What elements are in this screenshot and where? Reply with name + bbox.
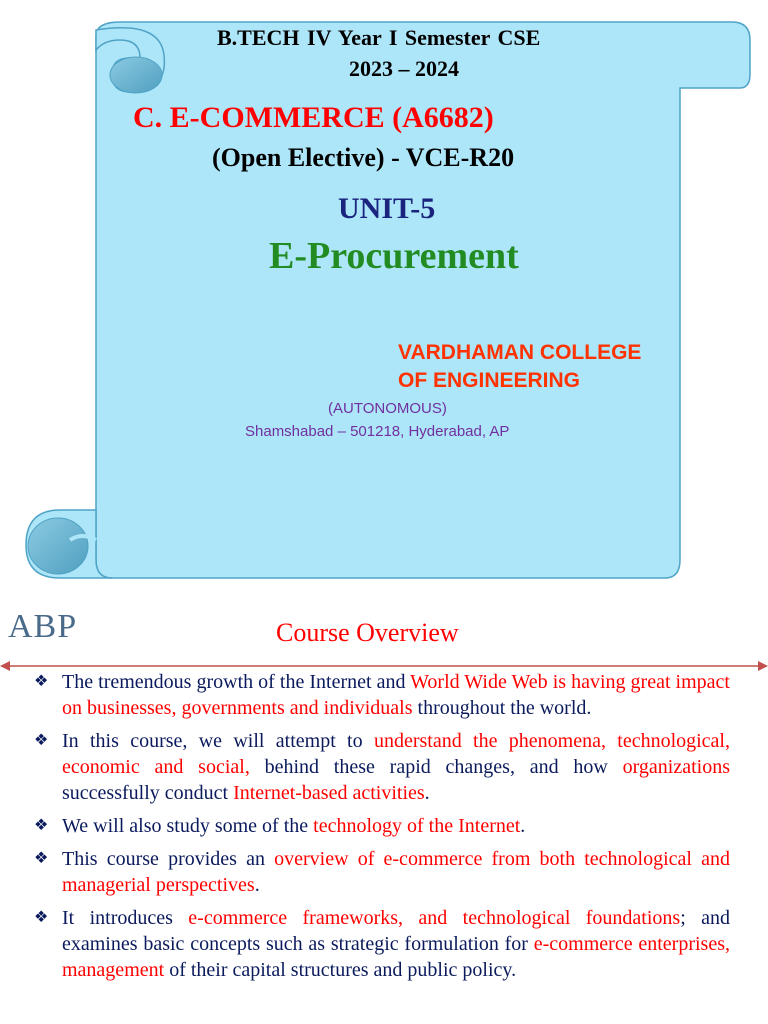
overview-bullet-item (34, 813, 730, 839)
overview-bullet-item (34, 669, 730, 721)
diamond-bullet-icon: ❖ (34, 673, 49, 690)
semester-header: B.TECH IV Year I Semester CSE (217, 25, 541, 50)
bullet-text-segment: throughout the world. (412, 697, 592, 719)
bullet-text-segment: It introduces (62, 907, 189, 929)
bullet-text-segment: We will also study some of the (62, 815, 314, 837)
course-title: C. E-COMMERCE (A6682) (133, 101, 494, 134)
bullet-text-segment: The tremendous growth of the Internet and (62, 671, 411, 693)
bullet-text-segment: . (254, 874, 260, 896)
overview-bullet-item (34, 728, 730, 806)
overview-bullet-item (34, 846, 730, 898)
college-name-line2: OF ENGINEERING (398, 369, 581, 392)
diamond-bullet-icon: ❖ (34, 909, 49, 926)
overview-bullet-list (34, 669, 730, 990)
unit-label: UNIT-5 (338, 192, 436, 225)
bullet-text-segment: e-commerce frameworks, and technological foundations (188, 907, 681, 929)
bullet-text-segment: of their capital structures and public policy. (164, 959, 517, 981)
college-name-line1: VARDHAMAN COLLEGE (398, 341, 642, 364)
abp-logo: ABP (8, 608, 78, 645)
unit-topic: E-Procurement (269, 235, 519, 277)
overview-bullet-item (34, 905, 730, 983)
bullet-text-segment: In this course, we will attempt to (62, 730, 374, 752)
college-status: (AUTONOMOUS) (328, 400, 447, 417)
bullet-text-segment: successfully conduct (62, 782, 234, 804)
bullet-text-segment: technology of the Internet (313, 815, 521, 837)
bullet-text-segment: This course provides an (62, 848, 275, 870)
bullet-text-segment: understand the phenomena, technological, economic and social, (62, 730, 730, 778)
diamond-bullet-icon: ❖ (34, 850, 49, 867)
bullet-text-segment: Internet-based activities (233, 782, 425, 804)
bullet-text-segment: ; and examines basic concepts such as strategic formulation for (62, 907, 730, 955)
college-address: Shamshabad – 501218, Hyderabad, AP (245, 423, 510, 440)
bullet-text-segment: . (424, 782, 430, 804)
diamond-bullet-icon: ❖ (34, 732, 49, 749)
bullet-text-segment: overview of e-commerce from both technological and managerial perspectives (62, 848, 731, 896)
college-name (398, 339, 641, 395)
bullet-text-segment: e-commerce enterprises, management (62, 933, 730, 981)
academic-year: 2023 – 2024 (349, 56, 459, 81)
bullet-text-segment: . (520, 815, 526, 837)
diamond-bullet-icon: ❖ (34, 817, 49, 834)
course-subtitle: (Open Elective) - VCE-R20 (212, 143, 515, 172)
bullet-text-segment: behind these rapid changes, and how (249, 756, 623, 778)
bullet-text-segment: organizations (622, 756, 730, 778)
bullet-text-segment: World Wide Web is having great impact on businesses, governments and individuals (62, 671, 730, 719)
overview-title: Course Overview (276, 618, 459, 647)
